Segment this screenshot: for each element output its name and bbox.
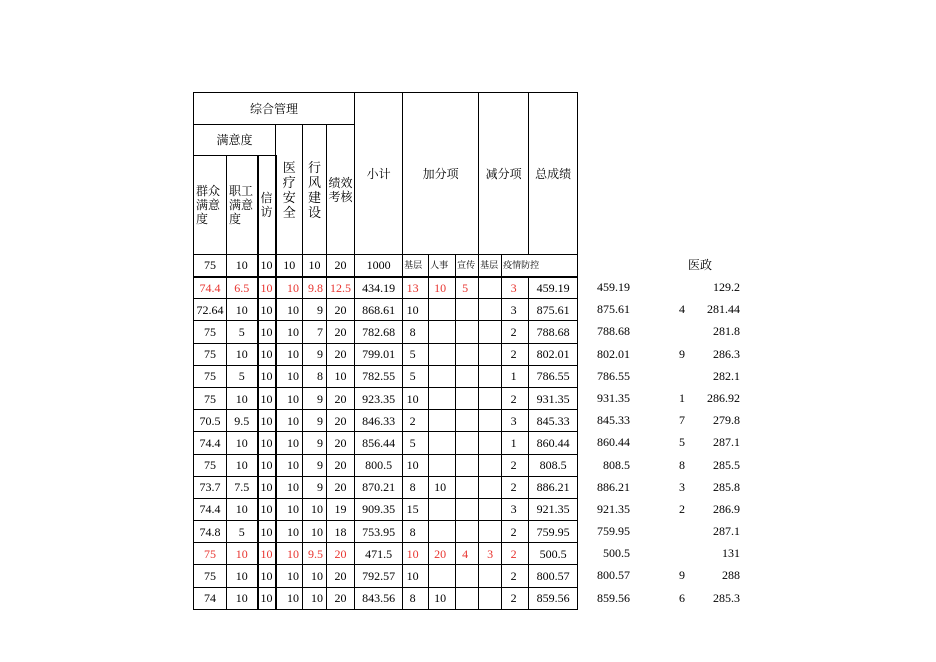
cell-subtotal: 856.44 xyxy=(355,432,403,454)
cell-petition: 10 xyxy=(258,365,276,387)
cell-deduction-epidemic: 3 xyxy=(502,277,529,299)
cell-public-satisfaction: 74.8 xyxy=(194,521,227,543)
cell-subtotal: 471.5 xyxy=(355,543,403,565)
weight-public-satisfaction: 75 xyxy=(194,255,227,277)
cell-public-satisfaction: 74.4 xyxy=(194,277,227,299)
side-row xyxy=(0,454,936,476)
cell-medical-safety: 10 xyxy=(276,587,303,609)
side-row xyxy=(0,476,936,498)
header-public-satisfaction xyxy=(194,156,227,255)
cell-deduction-epidemic: 1 xyxy=(502,432,529,454)
cell-total: 875.61 xyxy=(529,299,578,321)
cell-subtotal: 434.19 xyxy=(355,277,403,299)
cell-medical-safety: 10 xyxy=(276,498,303,520)
cell-bonus-grassroots: 10 xyxy=(403,299,429,321)
cell-petition: 10 xyxy=(258,498,276,520)
cell-medical-safety: 10 xyxy=(276,343,303,365)
cell-conduct-building: 9 xyxy=(303,476,327,498)
header-medical-safety xyxy=(276,125,303,255)
cell-bonus-grassroots: 10 xyxy=(403,565,429,587)
side-rank: 9 xyxy=(679,568,685,583)
cell-public-satisfaction: 75 xyxy=(194,543,227,565)
cell-bonus-personnel: 20 xyxy=(429,543,456,565)
cell-conduct-building: 10 xyxy=(303,565,327,587)
cell-petition: 10 xyxy=(258,587,276,609)
cell-bonus-grassroots: 5 xyxy=(403,432,429,454)
cell-performance: 20 xyxy=(327,476,355,498)
cell-medical-safety: 10 xyxy=(276,543,303,565)
cell-public-satisfaction: 75 xyxy=(194,343,227,365)
cell-performance: 20 xyxy=(327,587,355,609)
cell-staff-satisfaction: 6.5 xyxy=(227,277,258,299)
side-rank: 2 xyxy=(679,501,685,516)
cell-public-satisfaction: 75 xyxy=(194,321,227,343)
cell-staff-satisfaction: 10 xyxy=(227,565,258,587)
cell-deduction-epidemic: 2 xyxy=(502,321,529,343)
cell-conduct-building: 9.5 xyxy=(303,543,327,565)
cell-total: 845.33 xyxy=(529,410,578,432)
cell-deduction-epidemic: 3 xyxy=(502,299,529,321)
cell-staff-satisfaction: 5 xyxy=(227,365,258,387)
cell-deduction-epidemic: 2 xyxy=(502,454,529,476)
cell-public-satisfaction: 75 xyxy=(194,565,227,587)
side-subtotal: 845.33 xyxy=(597,413,630,428)
header-row xyxy=(194,93,578,125)
cell-public-satisfaction: 70.5 xyxy=(194,410,227,432)
weight-conduct-building: 10 xyxy=(303,255,327,277)
side-row xyxy=(0,520,936,542)
cell-subtotal: 868.61 xyxy=(355,299,403,321)
side-subtotal: 800.57 xyxy=(597,568,630,583)
cell-medical-safety: 10 xyxy=(276,387,303,409)
table-header xyxy=(194,93,578,255)
side-subtotal: 875.61 xyxy=(597,302,630,317)
weight-bonus-personnel: 人事 xyxy=(429,255,456,277)
cell-petition: 10 xyxy=(258,277,276,299)
weight-deduction-grassroots: 基层 xyxy=(479,255,502,277)
cell-subtotal: 782.55 xyxy=(355,365,403,387)
side-score: 281.8 xyxy=(713,324,740,339)
side-subtotal: 786.55 xyxy=(597,368,630,383)
side-subtotal: 500.5 xyxy=(603,546,630,561)
header-petition xyxy=(258,156,276,255)
side-score: 286.3 xyxy=(713,346,740,361)
header-medical-safety-label: 医疗安全 xyxy=(282,159,296,220)
cell-public-satisfaction: 75 xyxy=(194,387,227,409)
cell-staff-satisfaction: 10 xyxy=(227,432,258,454)
header-petition-label: 信访 xyxy=(260,191,273,219)
side-score: 129.2 xyxy=(713,280,740,294)
cell-public-satisfaction: 75 xyxy=(194,454,227,476)
cell-petition: 10 xyxy=(258,454,276,476)
cell-total: 788.68 xyxy=(529,321,578,343)
cell-bonus-publicity: 4 xyxy=(456,543,479,565)
cell-total: 786.55 xyxy=(529,365,578,387)
header-performance-assessment xyxy=(327,125,355,255)
cell-performance: 20 xyxy=(327,387,355,409)
cell-deduction-epidemic: 2 xyxy=(502,476,529,498)
cell-conduct-building: 9 xyxy=(303,299,327,321)
header-deduction-items: 减分项 xyxy=(479,93,529,255)
cell-petition: 10 xyxy=(258,432,276,454)
cell-petition: 10 xyxy=(258,299,276,321)
cell-conduct-building: 9 xyxy=(303,432,327,454)
side-score: 287.1 xyxy=(713,524,740,539)
cell-public-satisfaction: 74.4 xyxy=(194,498,227,520)
side-title: 医政 xyxy=(687,258,712,272)
cell-subtotal: 792.57 xyxy=(355,565,403,587)
cell-medical-safety: 10 xyxy=(276,299,303,321)
cell-medical-safety: 10 xyxy=(276,454,303,476)
cell-total: 860.44 xyxy=(529,432,578,454)
cell-performance: 20 xyxy=(327,343,355,365)
cell-total: 931.35 xyxy=(529,387,578,409)
cell-total: 459.19 xyxy=(529,277,578,299)
cell-total: 886.21 xyxy=(529,476,578,498)
side-row xyxy=(0,365,936,387)
cell-bonus-grassroots: 15 xyxy=(403,498,429,520)
cell-performance: 20 xyxy=(327,454,355,476)
cell-staff-satisfaction: 10 xyxy=(227,498,258,520)
cell-total: 500.5 xyxy=(529,543,578,565)
side-subtotal: 921.35 xyxy=(597,501,630,516)
cell-staff-satisfaction: 10 xyxy=(227,387,258,409)
side-score: 281.44 xyxy=(707,302,740,317)
weight-bonus-grassroots: 基层 xyxy=(403,255,429,277)
cell-conduct-building: 9 xyxy=(303,410,327,432)
header-bonus-items: 加分项 xyxy=(403,93,479,255)
cell-deduction-epidemic: 2 xyxy=(502,343,529,365)
cell-staff-satisfaction: 10 xyxy=(227,543,258,565)
cell-petition: 10 xyxy=(258,387,276,409)
side-subtotal: 759.95 xyxy=(597,524,630,539)
side-rank: 8 xyxy=(679,457,685,472)
cell-conduct-building: 8 xyxy=(303,365,327,387)
cell-bonus-grassroots: 5 xyxy=(403,365,429,387)
cell-petition: 10 xyxy=(258,321,276,343)
cell-petition: 10 xyxy=(258,543,276,565)
cell-staff-satisfaction: 10 xyxy=(227,454,258,476)
cell-total: 859.56 xyxy=(529,587,578,609)
cell-subtotal: 753.95 xyxy=(355,521,403,543)
weight-deduction-epidemic: 疫情防控 xyxy=(502,255,529,277)
side-rank: 7 xyxy=(679,413,685,428)
cell-conduct-building: 9 xyxy=(303,387,327,409)
cell-total: 921.35 xyxy=(529,498,578,520)
cell-bonus-grassroots: 10 xyxy=(403,454,429,476)
cell-medical-safety: 10 xyxy=(276,565,303,587)
weight-medical-safety: 10 xyxy=(276,255,303,277)
side-subtotal: 886.21 xyxy=(597,479,630,494)
side-subtotal: 859.56 xyxy=(597,590,630,605)
cell-petition: 10 xyxy=(258,476,276,498)
header-subtotal: 小计 xyxy=(355,93,403,255)
side-row xyxy=(0,409,936,431)
cell-deduction-epidemic: 2 xyxy=(502,521,529,543)
cell-conduct-building: 10 xyxy=(303,587,327,609)
cell-staff-satisfaction: 10 xyxy=(227,343,258,365)
cell-medical-safety: 10 xyxy=(276,321,303,343)
cell-conduct-building: 10 xyxy=(303,498,327,520)
cell-conduct-building: 9.8 xyxy=(303,277,327,299)
cell-performance: 20 xyxy=(327,432,355,454)
cell-conduct-building: 7 xyxy=(303,321,327,343)
cell-public-satisfaction: 74 xyxy=(194,587,227,609)
side-subtotal: 931.35 xyxy=(597,390,630,405)
cell-bonus-personnel: 10 xyxy=(429,476,456,498)
cell-bonus-grassroots: 5 xyxy=(403,343,429,365)
cell-subtotal: 870.21 xyxy=(355,476,403,498)
side-row xyxy=(0,298,936,320)
side-subtotal: 808.5 xyxy=(603,457,630,472)
side-row xyxy=(0,320,936,342)
cell-medical-safety: 10 xyxy=(276,277,303,299)
cell-subtotal: 800.5 xyxy=(355,454,403,476)
side-score: 287.1 xyxy=(713,435,740,450)
header-staff-satisfaction-label: 职工满意度 xyxy=(229,184,254,226)
header-satisfaction: 满意度 xyxy=(194,125,276,156)
cell-bonus-publicity: 5 xyxy=(456,277,479,299)
weight-petition: 10 xyxy=(258,255,276,277)
side-row xyxy=(0,276,936,298)
cell-total: 800.57 xyxy=(529,565,578,587)
weight-row xyxy=(194,255,578,277)
side-row xyxy=(0,498,936,520)
cell-medical-safety: 10 xyxy=(276,410,303,432)
cell-medical-safety: 10 xyxy=(276,365,303,387)
header-total-score: 总成绩 xyxy=(529,93,578,255)
side-score: 285.8 xyxy=(713,479,740,494)
side-score: 288 xyxy=(722,568,740,583)
cell-deduction-epidemic: 3 xyxy=(502,498,529,520)
side-row xyxy=(0,542,936,564)
cell-deduction-grassroots: 3 xyxy=(479,543,502,565)
side-rank: 9 xyxy=(679,346,685,361)
side-subtotal: 802.01 xyxy=(597,346,630,361)
cell-bonus-personnel: 10 xyxy=(429,277,456,299)
side-subtotal: 860.44 xyxy=(597,435,630,450)
side-row xyxy=(0,431,936,453)
cell-public-satisfaction: 75 xyxy=(194,365,227,387)
cell-performance: 20 xyxy=(327,565,355,587)
cell-petition: 10 xyxy=(258,565,276,587)
side-score: 285.3 xyxy=(713,590,740,605)
cell-performance: 10 xyxy=(327,365,355,387)
cell-performance: 20 xyxy=(327,299,355,321)
side-score: 285.5 xyxy=(713,457,740,472)
cell-deduction-epidemic: 2 xyxy=(502,565,529,587)
cell-bonus-grassroots: 8 xyxy=(403,521,429,543)
header-performance-assessment-label: 绩效考核 xyxy=(328,175,353,204)
side-subtotal: 459.19 xyxy=(597,280,630,294)
cell-performance: 20 xyxy=(327,410,355,432)
cell-subtotal: 909.35 xyxy=(355,498,403,520)
side-row xyxy=(0,387,936,409)
side-rank: 3 xyxy=(679,479,685,494)
cell-staff-satisfaction: 9.5 xyxy=(227,410,258,432)
header-staff-satisfaction xyxy=(227,156,258,255)
cell-medical-safety: 10 xyxy=(276,432,303,454)
side-subtotal: 788.68 xyxy=(597,324,630,339)
cell-performance: 19 xyxy=(327,498,355,520)
cell-total: 808.5 xyxy=(529,454,578,476)
cell-performance: 20 xyxy=(327,543,355,565)
side-rank: 6 xyxy=(679,590,685,605)
cell-bonus-personnel: 10 xyxy=(429,587,456,609)
side-score: 279.8 xyxy=(713,413,740,428)
weight-subtotal: 1000 xyxy=(355,255,403,277)
weight-staff-satisfaction: 10 xyxy=(227,255,258,277)
cell-conduct-building: 10 xyxy=(303,521,327,543)
cell-petition: 10 xyxy=(258,343,276,365)
cell-bonus-grassroots: 8 xyxy=(403,587,429,609)
cell-performance: 12.5 xyxy=(327,277,355,299)
cell-conduct-building: 9 xyxy=(303,454,327,476)
side-rank: 5 xyxy=(679,435,685,450)
side-row xyxy=(0,587,936,609)
cell-subtotal: 782.68 xyxy=(355,321,403,343)
cell-petition: 10 xyxy=(258,521,276,543)
cell-medical-safety: 10 xyxy=(276,476,303,498)
side-row xyxy=(0,564,936,586)
cell-total: 802.01 xyxy=(529,343,578,365)
cell-bonus-grassroots: 10 xyxy=(403,543,429,565)
cell-deduction-epidemic: 2 xyxy=(502,387,529,409)
cell-bonus-grassroots: 13 xyxy=(403,277,429,299)
cell-bonus-grassroots: 8 xyxy=(403,476,429,498)
side-row xyxy=(0,343,936,365)
cell-deduction-epidemic: 2 xyxy=(502,587,529,609)
cell-subtotal: 923.35 xyxy=(355,387,403,409)
header-conduct-building xyxy=(303,125,327,255)
cell-bonus-grassroots: 2 xyxy=(403,410,429,432)
side-score: 286.92 xyxy=(707,390,740,405)
cell-bonus-grassroots: 8 xyxy=(403,321,429,343)
cell-staff-satisfaction: 5 xyxy=(227,321,258,343)
cell-petition: 10 xyxy=(258,410,276,432)
side-score: 131 xyxy=(722,546,740,561)
side-score: 286.9 xyxy=(713,501,740,516)
header-comprehensive-management: 综合管理 xyxy=(194,93,355,125)
cell-subtotal: 846.33 xyxy=(355,410,403,432)
cell-public-satisfaction: 74.4 xyxy=(194,432,227,454)
cell-public-satisfaction: 72.64 xyxy=(194,299,227,321)
weight-performance: 20 xyxy=(327,255,355,277)
header-public-satisfaction-label: 群众满意度 xyxy=(196,184,221,226)
cell-deduction-epidemic: 1 xyxy=(502,365,529,387)
cell-staff-satisfaction: 10 xyxy=(227,587,258,609)
cell-bonus-grassroots: 10 xyxy=(403,387,429,409)
cell-total: 759.95 xyxy=(529,521,578,543)
cell-subtotal: 799.01 xyxy=(355,343,403,365)
side-rank: 4 xyxy=(679,302,685,317)
cell-subtotal: 843.56 xyxy=(355,587,403,609)
cell-deduction-epidemic: 2 xyxy=(502,543,529,565)
cell-medical-safety: 10 xyxy=(276,521,303,543)
cell-performance: 18 xyxy=(327,521,355,543)
cell-staff-satisfaction: 5 xyxy=(227,521,258,543)
header-conduct-building-label: 行风建设 xyxy=(307,159,321,220)
weight-bonus-publicity: 宣传 xyxy=(456,255,479,277)
side-rank: 1 xyxy=(679,390,685,405)
cell-staff-satisfaction: 10 xyxy=(227,299,258,321)
cell-conduct-building: 9 xyxy=(303,343,327,365)
side-score: 282.1 xyxy=(713,368,740,383)
cell-public-satisfaction: 73.7 xyxy=(194,476,227,498)
side-list xyxy=(0,276,936,609)
cell-deduction-epidemic: 3 xyxy=(502,410,529,432)
cell-performance: 20 xyxy=(327,321,355,343)
cell-staff-satisfaction: 7.5 xyxy=(227,476,258,498)
